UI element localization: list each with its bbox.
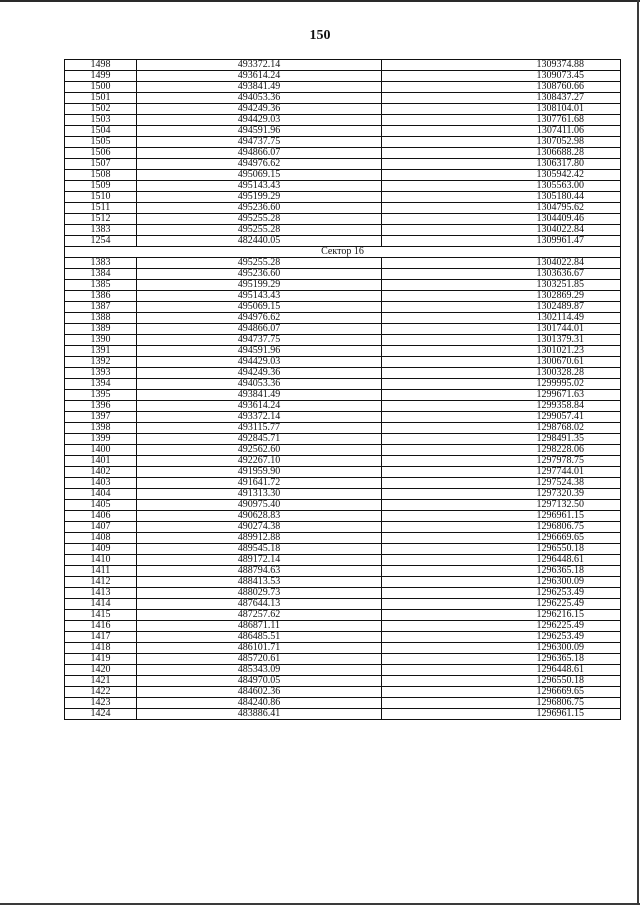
point-number-cell: 1422: [65, 687, 137, 698]
x-coordinate-cell: 486871.11: [137, 621, 382, 632]
y-coordinate-cell: 1297524.38: [382, 478, 621, 489]
point-number-cell: 1388: [65, 313, 137, 324]
y-coordinate-cell: 1307411.06: [382, 126, 621, 137]
y-coordinate-cell: 1304795.62: [382, 203, 621, 214]
y-coordinate-cell: 1306317.80: [382, 159, 621, 170]
y-coordinate-cell: 1296669.65: [382, 533, 621, 544]
x-coordinate-cell: 483886.41: [137, 709, 382, 720]
y-coordinate-cell: 1305942.42: [382, 170, 621, 181]
y-coordinate-cell: 1305180.44: [382, 192, 621, 203]
table-row: [65, 434, 621, 445]
table-row: [65, 170, 621, 181]
table-row: [65, 225, 621, 236]
table-row: [65, 269, 621, 280]
table-row: [65, 643, 621, 654]
table-row: [65, 280, 621, 291]
point-number-cell: 1403: [65, 478, 137, 489]
table-row: [65, 324, 621, 335]
y-coordinate-cell: 1296806.75: [382, 698, 621, 709]
y-coordinate-cell: 1300328.28: [382, 368, 621, 379]
point-number-cell: 1508: [65, 170, 137, 181]
x-coordinate-cell: 495255.28: [137, 258, 382, 269]
x-coordinate-cell: 491641.72: [137, 478, 382, 489]
table-row: [65, 599, 621, 610]
x-coordinate-cell: 495236.60: [137, 269, 382, 280]
y-coordinate-cell: 1302489.87: [382, 302, 621, 313]
coordinates-table: [64, 59, 621, 720]
x-coordinate-cell: 493372.14: [137, 412, 382, 423]
x-coordinate-cell: 495199.29: [137, 280, 382, 291]
table-row: [65, 511, 621, 522]
y-coordinate-cell: 1307052.98: [382, 137, 621, 148]
y-coordinate-cell: 1302114.49: [382, 313, 621, 324]
point-number-cell: 1396: [65, 401, 137, 412]
x-coordinate-cell: 487257.62: [137, 610, 382, 621]
y-coordinate-cell: 1296448.61: [382, 555, 621, 566]
table-row: [65, 588, 621, 599]
point-number-cell: 1406: [65, 511, 137, 522]
point-number-cell: 1500: [65, 82, 137, 93]
point-number-cell: 1512: [65, 214, 137, 225]
point-number-cell: 1398: [65, 423, 137, 434]
table-row: [65, 621, 621, 632]
point-number-cell: 1395: [65, 390, 137, 401]
point-number-cell: 1507: [65, 159, 137, 170]
table-row: [65, 148, 621, 159]
sector-header-row: [65, 247, 621, 258]
table-row: [65, 654, 621, 665]
y-coordinate-cell: 1309374.88: [382, 60, 621, 71]
page-number: 150: [309, 28, 331, 43]
y-coordinate-cell: 1296365.18: [382, 566, 621, 577]
y-coordinate-cell: 1306688.28: [382, 148, 621, 159]
table-row: [65, 687, 621, 698]
point-number-cell: 1389: [65, 324, 137, 335]
point-number-cell: 1383: [65, 258, 137, 269]
x-coordinate-cell: 482440.05: [137, 236, 382, 247]
point-number-cell: 1400: [65, 445, 137, 456]
table-row: [65, 489, 621, 500]
y-coordinate-cell: 1309961.47: [382, 236, 621, 247]
x-coordinate-cell: 491313.30: [137, 489, 382, 500]
x-coordinate-cell: 494429.03: [137, 115, 382, 126]
point-number-cell: 1386: [65, 291, 137, 302]
y-coordinate-cell: 1297132.50: [382, 500, 621, 511]
table-row: [65, 126, 621, 137]
y-coordinate-cell: 1296225.49: [382, 621, 621, 632]
point-number-cell: 1408: [65, 533, 137, 544]
y-coordinate-cell: 1296253.49: [382, 588, 621, 599]
y-coordinate-cell: 1300670.61: [382, 357, 621, 368]
y-coordinate-cell: 1308437.27: [382, 93, 621, 104]
x-coordinate-cell: 492562.60: [137, 445, 382, 456]
table-body-after-sector: [65, 258, 621, 720]
y-coordinate-cell: 1307761.68: [382, 115, 621, 126]
x-coordinate-cell: 493841.49: [137, 390, 382, 401]
point-number-cell: 1420: [65, 665, 137, 676]
y-coordinate-cell: 1303636.67: [382, 269, 621, 280]
y-coordinate-cell: 1296448.61: [382, 665, 621, 676]
point-number-cell: 1506: [65, 148, 137, 159]
x-coordinate-cell: 493614.24: [137, 401, 382, 412]
y-coordinate-cell: 1298768.02: [382, 423, 621, 434]
point-number-cell: 1504: [65, 126, 137, 137]
y-coordinate-cell: 1296300.09: [382, 643, 621, 654]
point-number-cell: 1424: [65, 709, 137, 720]
table-row: [65, 610, 621, 621]
point-number-cell: 1414: [65, 599, 137, 610]
y-coordinate-cell: 1296961.15: [382, 511, 621, 522]
y-coordinate-cell: 1296225.49: [382, 599, 621, 610]
x-coordinate-cell: 493115.77: [137, 423, 382, 434]
table-row: [65, 335, 621, 346]
x-coordinate-cell: 484240.86: [137, 698, 382, 709]
y-coordinate-cell: 1301744.01: [382, 324, 621, 335]
x-coordinate-cell: 489545.18: [137, 544, 382, 555]
table-row: [65, 456, 621, 467]
x-coordinate-cell: 484602.36: [137, 687, 382, 698]
table-row: [65, 423, 621, 434]
sector-label: Сектор 16: [65, 247, 621, 258]
y-coordinate-cell: 1308760.66: [382, 82, 621, 93]
point-number-cell: 1411: [65, 566, 137, 577]
point-number-cell: 1393: [65, 368, 137, 379]
table-row: [65, 676, 621, 687]
point-number-cell: 1511: [65, 203, 137, 214]
table-row: [65, 467, 621, 478]
point-number-cell: 1423: [65, 698, 137, 709]
x-coordinate-cell: 485720.61: [137, 654, 382, 665]
table-row: [65, 71, 621, 82]
x-coordinate-cell: 487644.13: [137, 599, 382, 610]
point-number-cell: 1410: [65, 555, 137, 566]
y-coordinate-cell: 1302869.29: [382, 291, 621, 302]
top-border-line: [0, 0, 640, 2]
y-coordinate-cell: 1299358.84: [382, 401, 621, 412]
x-coordinate-cell: 489172.14: [137, 555, 382, 566]
y-coordinate-cell: 1301379.31: [382, 335, 621, 346]
x-coordinate-cell: 495069.15: [137, 170, 382, 181]
x-coordinate-cell: 494053.36: [137, 93, 382, 104]
point-number-cell: 1401: [65, 456, 137, 467]
x-coordinate-cell: 495143.43: [137, 181, 382, 192]
point-number-cell: 1503: [65, 115, 137, 126]
x-coordinate-cell: 495236.60: [137, 203, 382, 214]
x-coordinate-cell: 491959.90: [137, 467, 382, 478]
table-row: [65, 500, 621, 511]
point-number-cell: 1254: [65, 236, 137, 247]
y-coordinate-cell: 1299671.63: [382, 390, 621, 401]
point-number-cell: 1501: [65, 93, 137, 104]
table-row: [65, 214, 621, 225]
table-row: [65, 82, 621, 93]
table-row: [65, 258, 621, 269]
x-coordinate-cell: 494976.62: [137, 313, 382, 324]
x-coordinate-cell: 495255.28: [137, 214, 382, 225]
point-number-cell: 1387: [65, 302, 137, 313]
x-coordinate-cell: 494249.36: [137, 104, 382, 115]
table-row: [65, 544, 621, 555]
x-coordinate-cell: 488413.53: [137, 577, 382, 588]
table-row: [65, 368, 621, 379]
x-coordinate-cell: 494429.03: [137, 357, 382, 368]
x-coordinate-cell: 494866.07: [137, 148, 382, 159]
x-coordinate-cell: 493372.14: [137, 60, 382, 71]
table-row: [65, 137, 621, 148]
x-coordinate-cell: 495255.28: [137, 225, 382, 236]
y-coordinate-cell: 1305563.00: [382, 181, 621, 192]
point-number-cell: 1417: [65, 632, 137, 643]
x-coordinate-cell: 493614.24: [137, 71, 382, 82]
y-coordinate-cell: 1297744.01: [382, 467, 621, 478]
point-number-cell: 1502: [65, 104, 137, 115]
y-coordinate-cell: 1303251.85: [382, 280, 621, 291]
point-number-cell: 1498: [65, 60, 137, 71]
y-coordinate-cell: 1309073.45: [382, 71, 621, 82]
table-row: [65, 522, 621, 533]
x-coordinate-cell: 492845.71: [137, 434, 382, 445]
y-coordinate-cell: 1296216.15: [382, 610, 621, 621]
y-coordinate-cell: 1304022.84: [382, 258, 621, 269]
point-number-cell: 1384: [65, 269, 137, 280]
table-row: [65, 302, 621, 313]
y-coordinate-cell: 1296550.18: [382, 544, 621, 555]
x-coordinate-cell: 489912.88: [137, 533, 382, 544]
point-number-cell: 1413: [65, 588, 137, 599]
table-row: [65, 555, 621, 566]
x-coordinate-cell: 495199.29: [137, 192, 382, 203]
y-coordinate-cell: 1296365.18: [382, 654, 621, 665]
x-coordinate-cell: 490274.38: [137, 522, 382, 533]
x-coordinate-cell: 485343.09: [137, 665, 382, 676]
x-coordinate-cell: 488029.73: [137, 588, 382, 599]
x-coordinate-cell: 494737.75: [137, 335, 382, 346]
y-coordinate-cell: 1296669.65: [382, 687, 621, 698]
point-number-cell: 1419: [65, 654, 137, 665]
point-number-cell: 1397: [65, 412, 137, 423]
table-row: [65, 313, 621, 324]
table-row: [65, 709, 621, 720]
table-row: [65, 698, 621, 709]
x-coordinate-cell: 494591.96: [137, 126, 382, 137]
table-row: [65, 390, 621, 401]
table-row: [65, 346, 621, 357]
point-number-cell: 1415: [65, 610, 137, 621]
point-number-cell: 1383: [65, 225, 137, 236]
table-row: [65, 357, 621, 368]
right-border-line: [637, 0, 639, 905]
point-number-cell: 1509: [65, 181, 137, 192]
table-row: [65, 533, 621, 544]
y-coordinate-cell: 1296961.15: [382, 709, 621, 720]
point-number-cell: 1409: [65, 544, 137, 555]
point-number-cell: 1399: [65, 434, 137, 445]
table-row: [65, 115, 621, 126]
table-row: [65, 236, 621, 247]
point-number-cell: 1421: [65, 676, 137, 687]
y-coordinate-cell: 1298228.06: [382, 445, 621, 456]
x-coordinate-cell: 495069.15: [137, 302, 382, 313]
x-coordinate-cell: 493841.49: [137, 82, 382, 93]
table-row: [65, 632, 621, 643]
table-row: [65, 401, 621, 412]
x-coordinate-cell: 486101.71: [137, 643, 382, 654]
table-row: [65, 577, 621, 588]
point-number-cell: 1404: [65, 489, 137, 500]
point-number-cell: 1412: [65, 577, 137, 588]
table-row: [65, 478, 621, 489]
point-number-cell: 1391: [65, 346, 137, 357]
table-body-before-sector: [65, 60, 621, 247]
y-coordinate-cell: 1296300.09: [382, 577, 621, 588]
x-coordinate-cell: 488794.63: [137, 566, 382, 577]
point-number-cell: 1499: [65, 71, 137, 82]
x-coordinate-cell: 494976.62: [137, 159, 382, 170]
x-coordinate-cell: 494866.07: [137, 324, 382, 335]
sector-header-group: [65, 247, 621, 258]
point-number-cell: 1405: [65, 500, 137, 511]
table-row: [65, 566, 621, 577]
y-coordinate-cell: 1304409.46: [382, 214, 621, 225]
y-coordinate-cell: 1299995.02: [382, 379, 621, 390]
point-number-cell: 1394: [65, 379, 137, 390]
table-row: [65, 445, 621, 456]
table-row: [65, 412, 621, 423]
point-number-cell: 1385: [65, 280, 137, 291]
y-coordinate-cell: 1299057.41: [382, 412, 621, 423]
table-row: [65, 291, 621, 302]
point-number-cell: 1402: [65, 467, 137, 478]
table-row: [65, 379, 621, 390]
table-row: [65, 104, 621, 115]
y-coordinate-cell: 1308104.01: [382, 104, 621, 115]
x-coordinate-cell: 486485.51: [137, 632, 382, 643]
table-row: [65, 665, 621, 676]
point-number-cell: 1392: [65, 357, 137, 368]
y-coordinate-cell: 1297978.75: [382, 456, 621, 467]
point-number-cell: 1390: [65, 335, 137, 346]
y-coordinate-cell: 1298491.35: [382, 434, 621, 445]
x-coordinate-cell: 494249.36: [137, 368, 382, 379]
point-number-cell: 1510: [65, 192, 137, 203]
x-coordinate-cell: 484970.05: [137, 676, 382, 687]
table-row: [65, 181, 621, 192]
table-row: [65, 159, 621, 170]
table-row: [65, 60, 621, 71]
point-number-cell: 1407: [65, 522, 137, 533]
table-row: [65, 192, 621, 203]
x-coordinate-cell: 495143.43: [137, 291, 382, 302]
x-coordinate-cell: 490628.83: [137, 511, 382, 522]
y-coordinate-cell: 1297320.39: [382, 489, 621, 500]
x-coordinate-cell: 492267.10: [137, 456, 382, 467]
x-coordinate-cell: 494053.36: [137, 379, 382, 390]
y-coordinate-cell: 1301021.23: [382, 346, 621, 357]
table-row: [65, 203, 621, 214]
x-coordinate-cell: 490975.40: [137, 500, 382, 511]
point-number-cell: 1505: [65, 137, 137, 148]
point-number-cell: 1416: [65, 621, 137, 632]
y-coordinate-cell: 1296253.49: [382, 632, 621, 643]
table-row: [65, 93, 621, 104]
y-coordinate-cell: 1296806.75: [382, 522, 621, 533]
x-coordinate-cell: 494737.75: [137, 137, 382, 148]
point-number-cell: 1418: [65, 643, 137, 654]
y-coordinate-cell: 1296550.18: [382, 676, 621, 687]
x-coordinate-cell: 494591.96: [137, 346, 382, 357]
y-coordinate-cell: 1304022.84: [382, 225, 621, 236]
